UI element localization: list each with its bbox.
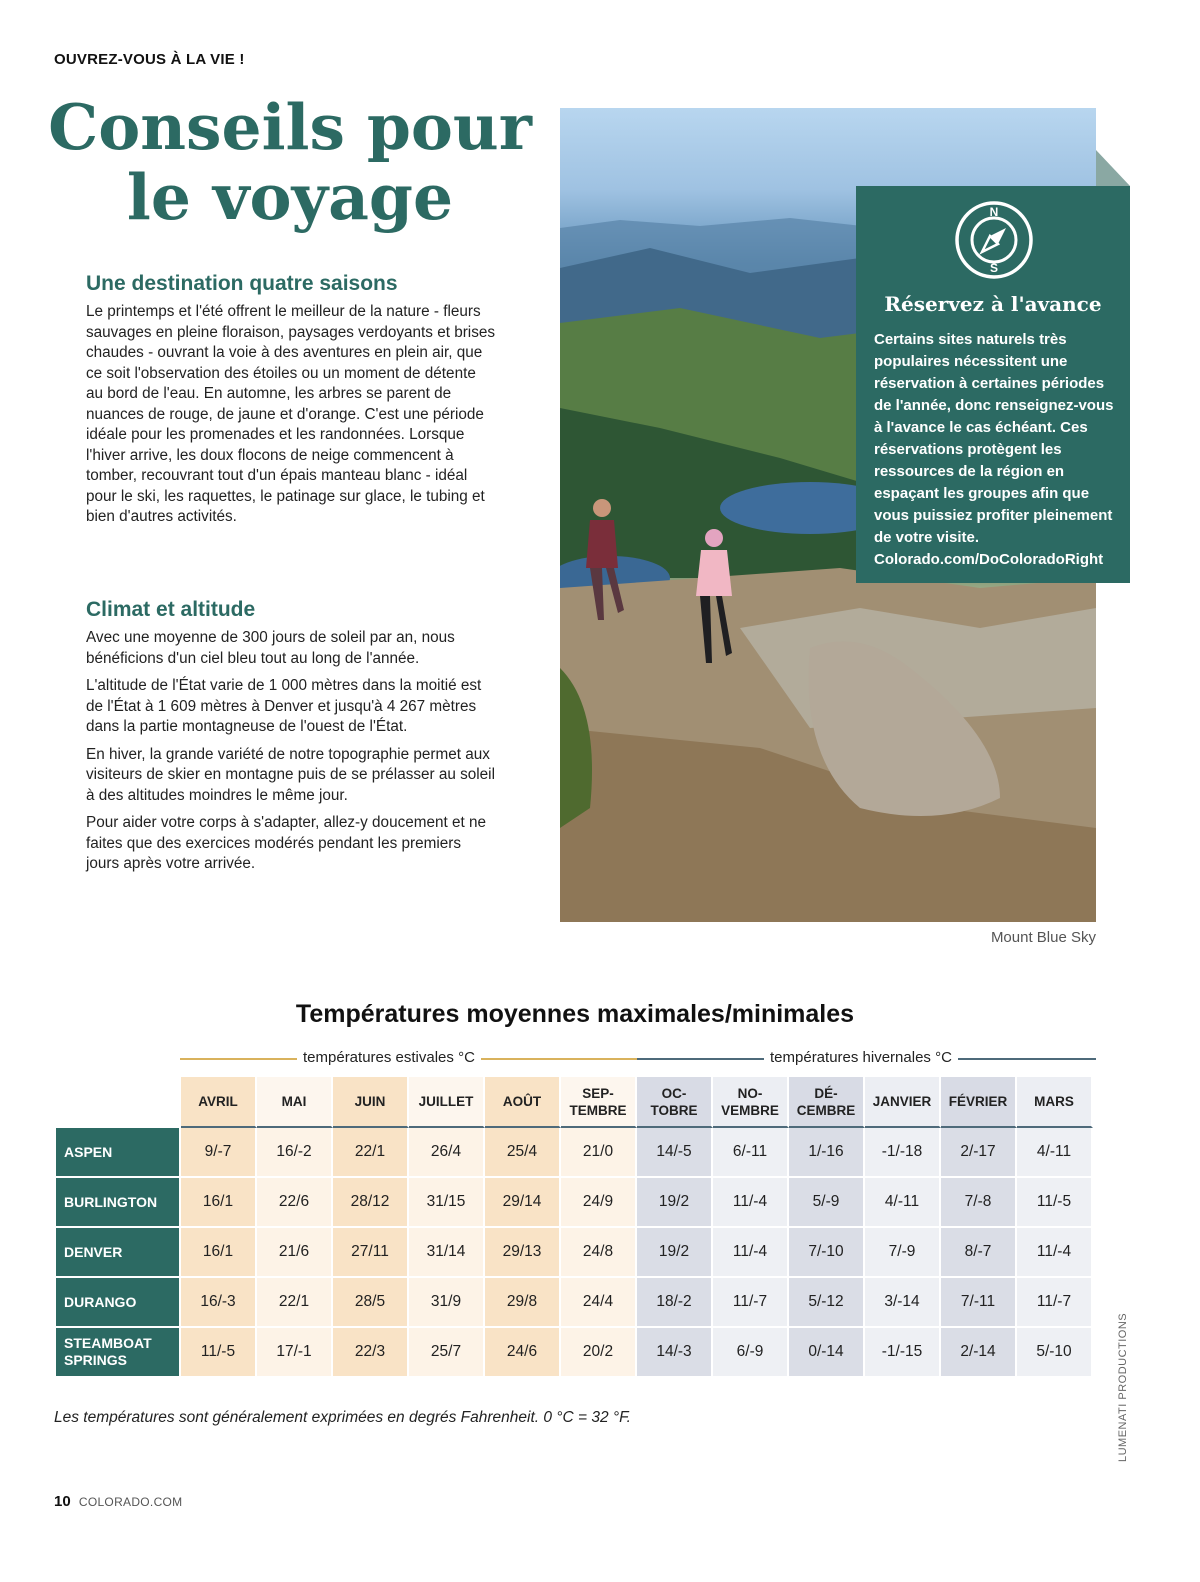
legend-winter — [637, 1049, 1096, 1069]
temperature-cell: 22/3 — [333, 1328, 409, 1378]
temperature-cell: 27/11 — [333, 1228, 409, 1278]
temperature-cell: 7/-8 — [941, 1178, 1017, 1228]
month-header — [713, 1077, 789, 1128]
legend-summer — [180, 1049, 637, 1069]
month-header — [181, 1077, 257, 1128]
page-number: 10 — [54, 1493, 71, 1510]
month-header-text: JANVIER — [872, 1094, 932, 1109]
month-header-text: DÉ- — [814, 1085, 838, 1101]
temperature-cell: 20/2 — [561, 1328, 637, 1378]
month-header — [789, 1077, 865, 1128]
city-name — [56, 1128, 181, 1178]
temperature-cell: 1/-16 — [789, 1128, 865, 1178]
temperature-cell: 16/-3 — [181, 1278, 257, 1328]
temperature-cell: 7/-9 — [865, 1228, 941, 1278]
legend-winter-label: températures hivernales °C — [764, 1049, 958, 1066]
city-name-text: BURLINGTON — [64, 1193, 158, 1210]
temperature-cell: 11/-5 — [181, 1328, 257, 1378]
table-title: Températures moyennes maximales/minimales — [295, 1000, 855, 1028]
temperature-cell: 18/-2 — [637, 1278, 713, 1328]
temperature-cell: 5/-12 — [789, 1278, 865, 1328]
temperature-cell: 25/7 — [409, 1328, 485, 1378]
temperature-cell: 26/4 — [409, 1128, 485, 1178]
month-header-text: FÉVRIER — [948, 1094, 1008, 1109]
legend-summer-label: températures estivales °C — [297, 1049, 481, 1066]
month-header — [409, 1077, 485, 1128]
tip-body — [874, 329, 1116, 571]
temperature-cell: 11/-7 — [713, 1278, 789, 1328]
temperature-cell: 24/8 — [561, 1228, 637, 1278]
temperature-cell: 22/1 — [257, 1278, 333, 1328]
temperature-cell: 7/-10 — [789, 1228, 865, 1278]
temperature-cell: 11/-7 — [1017, 1278, 1093, 1328]
month-header-text: TOBRE — [650, 1102, 698, 1118]
photo-credit: LUMENATI PRODUCTIONS — [1117, 1312, 1129, 1462]
temperature-cell: 2/-14 — [941, 1328, 1017, 1378]
page-title-line-2: le voyage — [126, 160, 454, 234]
temperature-cell: 24/9 — [561, 1178, 637, 1228]
page-kicker: OUVREZ-VOUS À LA VIE ! — [54, 51, 245, 68]
temperature-cell: 7/-11 — [941, 1278, 1017, 1328]
temperature-cell: 21/0 — [561, 1128, 637, 1178]
temperature-cell: 8/-7 — [941, 1228, 1017, 1278]
month-header-text: MAI — [281, 1094, 307, 1109]
city-name — [56, 1178, 181, 1228]
section-paragraph: Pour aider votre corps à s'adapter, allez-y doucement et ne faites que des exercices modérés pendant les premiers jours après votre arrivée. — [86, 814, 487, 872]
table-body — [56, 1128, 1093, 1378]
temperature-cell: 2/-17 — [941, 1128, 1017, 1178]
tip-link[interactable]: Colorado.com/DoColoradoRight — [874, 551, 1104, 568]
tip-box-fold — [1096, 150, 1130, 186]
temperature-cell: 11/-4 — [713, 1178, 789, 1228]
tip-box — [856, 186, 1130, 583]
month-header — [637, 1077, 713, 1128]
table-row — [56, 1228, 1093, 1278]
section-heading: Climat et altitude — [86, 598, 256, 621]
month-header — [865, 1077, 941, 1128]
month-header-text: JUILLET — [418, 1094, 474, 1109]
temperature-cell: 4/-11 — [1017, 1128, 1093, 1178]
section-paragraph: En hiver, la grande variété de notre topographie permet aux visiteurs de skier en montagne puis de se prélasser au soleil à des altitudes moindres le même jour. — [86, 745, 495, 804]
temperature-cell: 16/-2 — [257, 1128, 333, 1178]
photo-caption: Mount Blue Sky — [990, 929, 1096, 946]
temperature-cell: 11/-4 — [713, 1228, 789, 1278]
temperature-cell: 0/-14 — [789, 1328, 865, 1378]
temperature-cell: 16/1 — [181, 1178, 257, 1228]
month-header-text: SEP- — [582, 1085, 614, 1101]
temperature-cell: 19/2 — [637, 1228, 713, 1278]
section-paragraph: Avec une moyenne de 300 jours de soleil par an, nous bénéficions d'un ciel bleu tout au long de l'année. — [86, 629, 455, 667]
tip-heading: Réservez à l'avance — [884, 292, 1102, 316]
temperature-cell: 16/1 — [181, 1228, 257, 1278]
tip-body-text: Certains sites naturels très populaires nécessitent une réservation à certaines périodes de l'année, donc renseignez-vous à l'avance le cas échéant. Ces réservations protègent les ressources de la région en espaçant les groupes afin que vous puissiez profiter pleinement de votre visite. — [874, 331, 1114, 546]
section-four-seasons — [86, 272, 496, 535]
city-name — [56, 1228, 181, 1278]
temperature-cell: 3/-14 — [865, 1278, 941, 1328]
compass-letter-n: N — [989, 205, 999, 219]
month-header — [485, 1077, 561, 1128]
temperature-cell: 4/-11 — [865, 1178, 941, 1228]
temperature-cell: 29/14 — [485, 1178, 561, 1228]
temperature-cell: 6/-9 — [713, 1328, 789, 1378]
month-header — [561, 1077, 637, 1128]
table-row — [56, 1178, 1093, 1228]
month-header — [941, 1077, 1017, 1128]
city-name-text: DURANGO — [64, 1293, 137, 1310]
month-header-text: VEMBRE — [721, 1102, 779, 1118]
footer-site: COLORADO.COM — [78, 1495, 183, 1509]
temperature-cell: 24/6 — [485, 1328, 561, 1378]
table-footnote: Les températures sont généralement exprimées en degrés Fahrenheit. 0 °C = 32 °F. — [54, 1409, 631, 1426]
table-header-row — [56, 1077, 1093, 1128]
section-paragraph: Le printemps et l'été offrent le meilleur de la nature - fleurs sauvages en pleine floraison, paysages verdoyants et brises chaudes - ouvrant la voie à des aventures en plein air, que ce soit l'observation des étoiles ou un moment de détente au bord de l'eau. En automne, les arbres se parent de nuances de rouge, de jaune et d'orange. C'est une période idéale pour les promenades et les randonnées. Lorsque l'hiver arrive, les doux flocons de neige commencent à tomber, recouvrant tout d'un épais manteau blanc - idéal pour le ski, les raquettes, le patinage sur glace, le tubing et bien d'autres activités. — [86, 303, 496, 525]
temperature-cell: 11/-5 — [1017, 1178, 1093, 1228]
city-name-text: ASPEN — [64, 1143, 113, 1160]
month-header-text: NO- — [737, 1085, 763, 1101]
section-paragraph: L'altitude de l'État varie de 1 000 mètres dans la moitié est de l'État à 1 609 mètres à Denver et jusqu'à 4 267 mètres dans la partie montagneuse de l'ouest de l'État. — [86, 677, 482, 735]
compass-letter-s: S — [989, 261, 999, 275]
temperature-cell: 22/1 — [333, 1128, 409, 1178]
temperature-cell: 25/4 — [485, 1128, 561, 1178]
month-header-text: OC- — [661, 1085, 687, 1101]
month-header — [257, 1077, 333, 1128]
city-name-text: STEAMBOAT — [64, 1335, 152, 1351]
temperature-cell: 31/9 — [409, 1278, 485, 1328]
temperature-cell: 17/-1 — [257, 1328, 333, 1378]
temperature-cell: 29/8 — [485, 1278, 561, 1328]
temperature-cell: 22/6 — [257, 1178, 333, 1228]
section-climate-altitude — [86, 598, 496, 882]
temperature-cell: 5/-10 — [1017, 1328, 1093, 1378]
temperature-cell: 28/12 — [333, 1178, 409, 1228]
temperature-cell: 31/14 — [409, 1228, 485, 1278]
city-name — [56, 1278, 181, 1328]
temperature-cell: 14/-3 — [637, 1328, 713, 1378]
city-name — [56, 1328, 181, 1378]
temperature-cell: -1/-15 — [865, 1328, 941, 1378]
temperature-cell: 21/6 — [257, 1228, 333, 1278]
month-header-text: CEMBRE — [796, 1102, 856, 1118]
compass-icon — [954, 200, 1034, 280]
page-title — [40, 92, 540, 232]
temperature-cell: 24/4 — [561, 1278, 637, 1328]
month-header-text: JUIN — [354, 1094, 386, 1109]
page-title-line-1: Conseils pour — [48, 90, 532, 164]
month-header-text: AVRIL — [198, 1094, 238, 1109]
temperature-cell: 31/15 — [409, 1178, 485, 1228]
temperature-cell: -1/-18 — [865, 1128, 941, 1178]
temperature-cell: 6/-11 — [713, 1128, 789, 1178]
city-name-text: SPRINGS — [64, 1352, 128, 1368]
month-header-text: MARS — [1034, 1094, 1074, 1109]
temperature-cell: 28/5 — [333, 1278, 409, 1328]
month-header — [1017, 1077, 1093, 1128]
temperature-table — [56, 1077, 1093, 1378]
month-header — [333, 1077, 409, 1128]
table-corner — [56, 1077, 181, 1128]
temperature-cell: 29/13 — [485, 1228, 561, 1278]
month-header-text: TEMBRE — [569, 1102, 627, 1118]
table-row — [56, 1128, 1093, 1178]
page-footer — [54, 1493, 182, 1510]
temperature-cell: 11/-4 — [1017, 1228, 1093, 1278]
table-row — [56, 1328, 1093, 1378]
month-header-text: AOÛT — [502, 1094, 542, 1109]
temperature-cell: 5/-9 — [789, 1178, 865, 1228]
temperature-cell: 14/-5 — [637, 1128, 713, 1178]
section-heading: Une destination quatre saisons — [86, 272, 398, 295]
table-row — [56, 1278, 1093, 1328]
temperature-cell: 9/-7 — [181, 1128, 257, 1178]
city-name-text: DENVER — [64, 1243, 123, 1260]
temperature-cell: 19/2 — [637, 1178, 713, 1228]
